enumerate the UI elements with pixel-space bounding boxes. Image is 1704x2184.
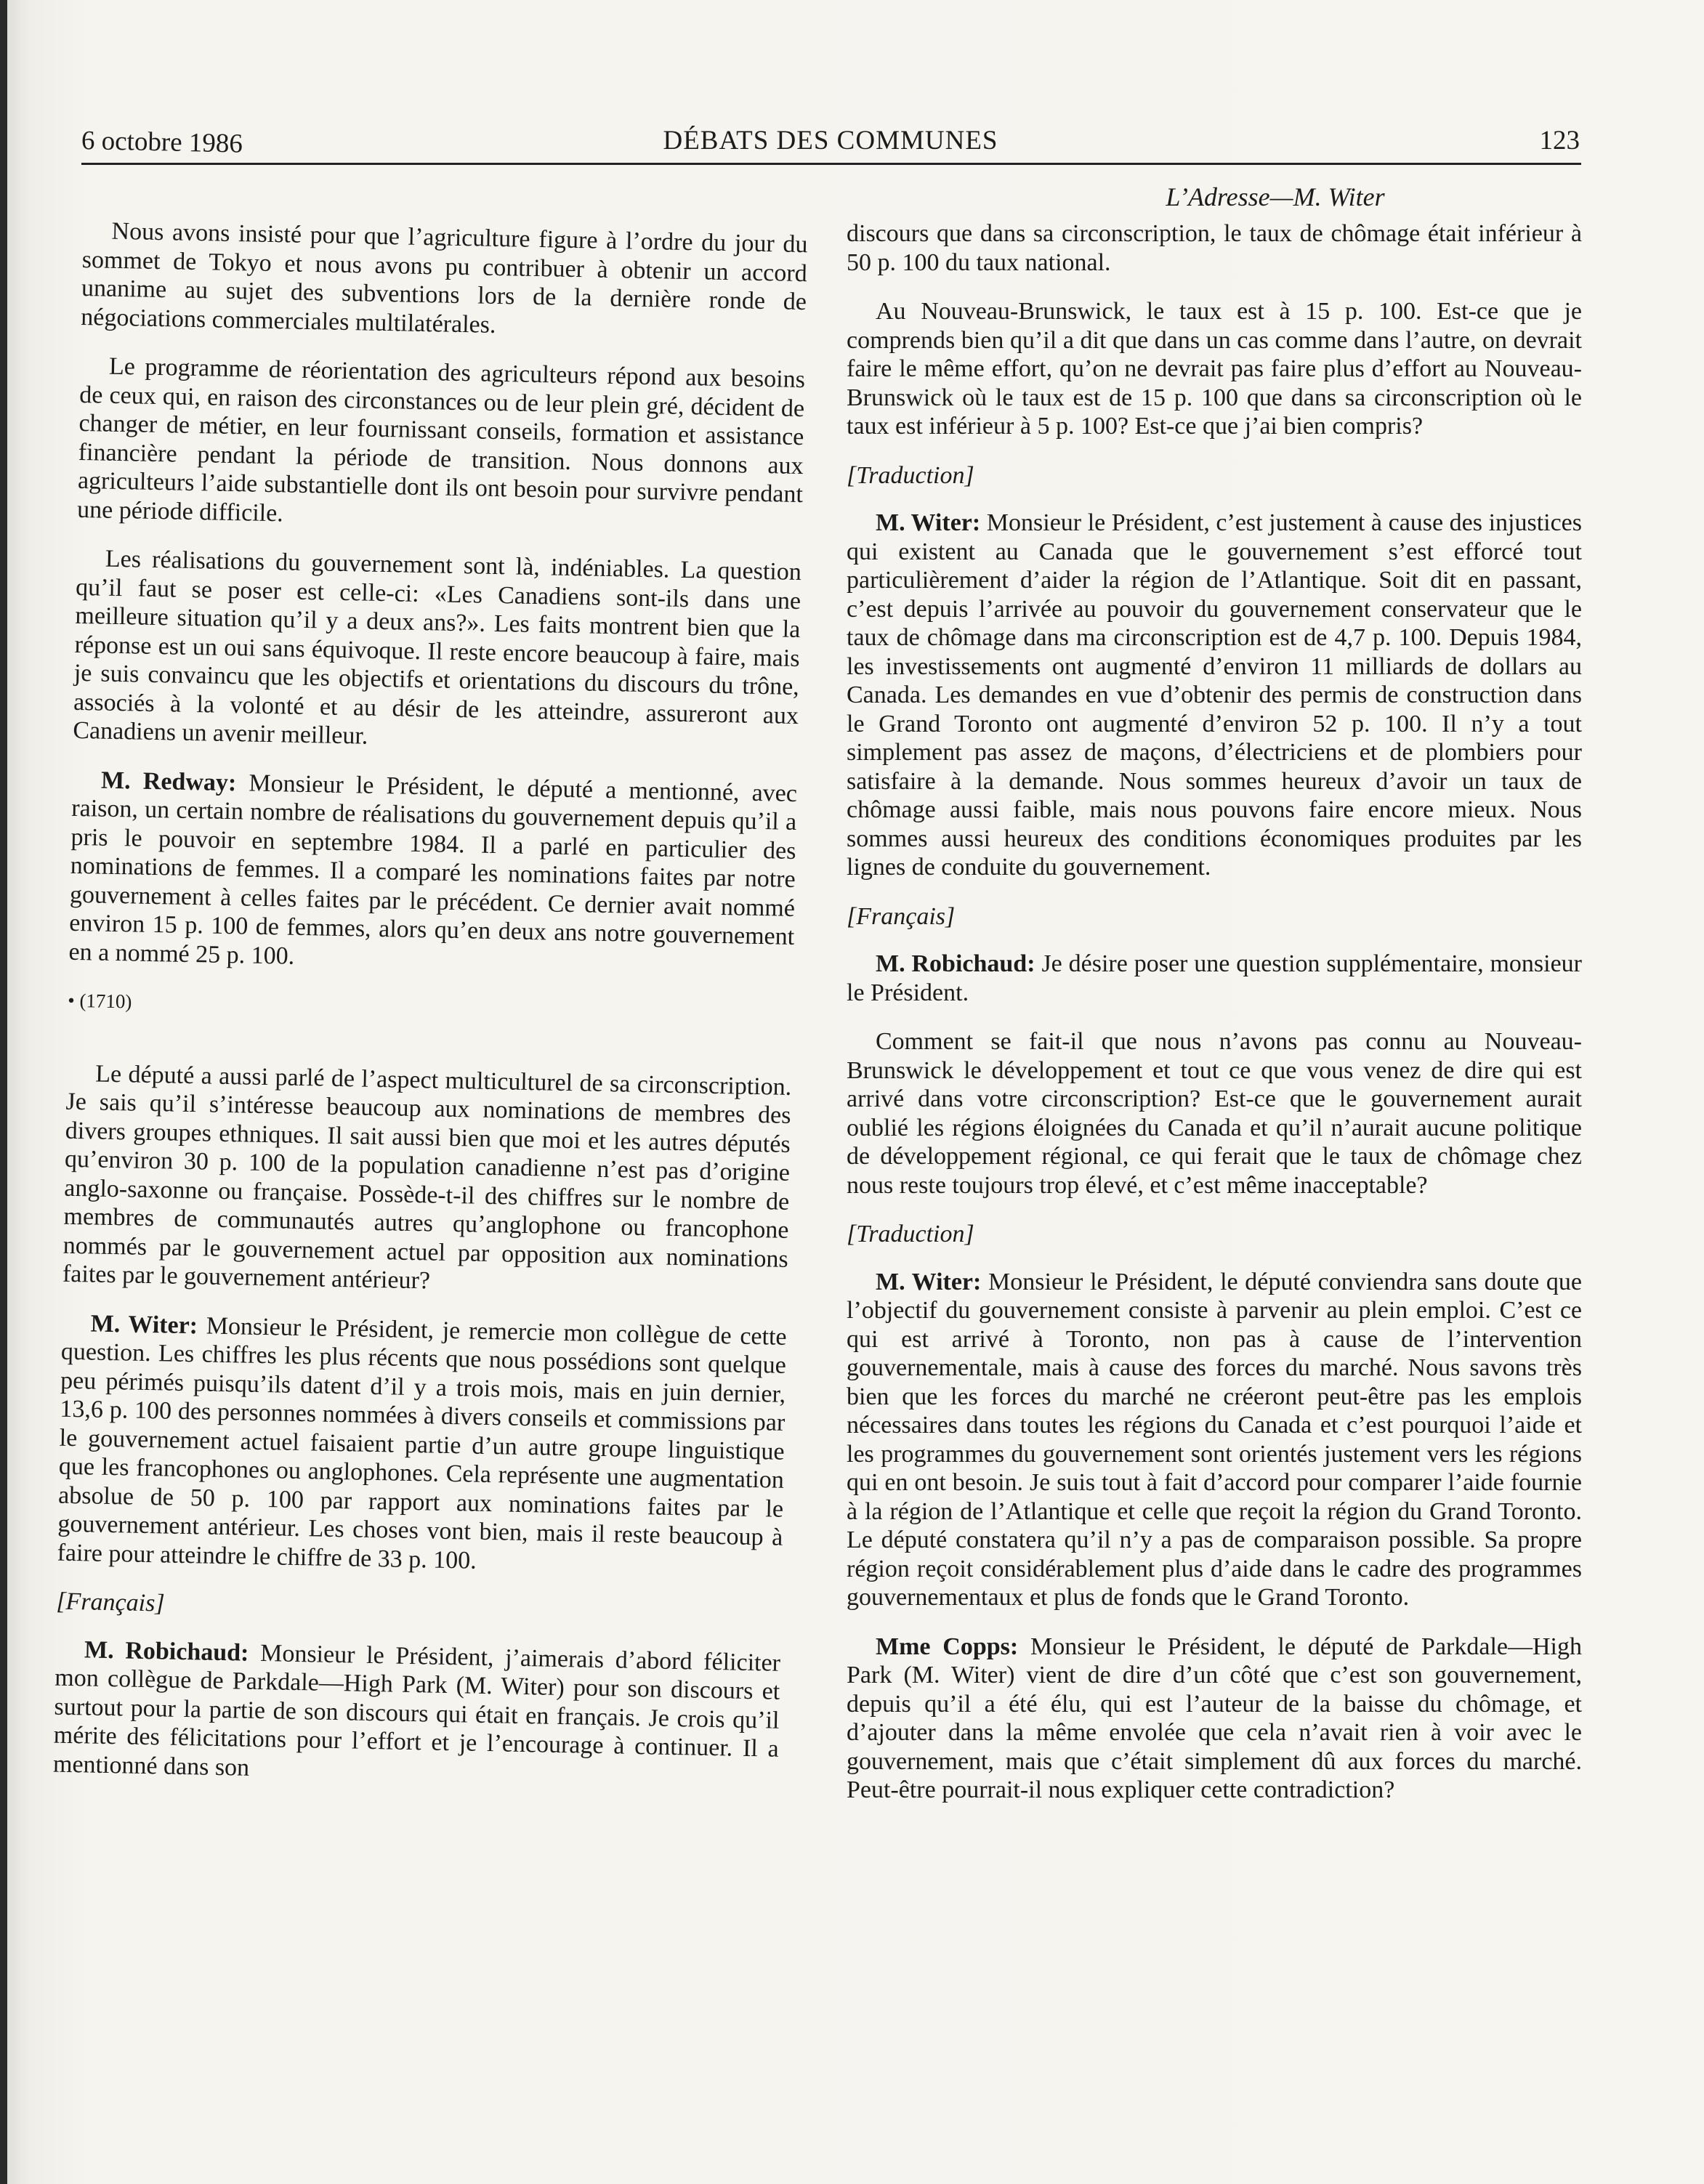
paragraph	[73, 544, 801, 759]
header-date: 6 octobre 1986	[81, 126, 243, 159]
language-tag	[847, 461, 1582, 490]
paragraph-text: Les réalisations du gouvernement sont là, indéniables. La question qu’il faut se poser est celle-ci: «Les Canadiens sont-ils dans une meilleure situation qu’il y a deux ans?». Les faits montrent bien que la réponse est un oui sans équivoque. Il reste encore beaucoup à faire, mais je suis convaincu que les objectifs et orientations du discours du trône, associés à la volonté et au désir de les atteindre, assureront aux Canadiens un avenir meilleur.	[73, 545, 802, 750]
left-column	[52, 217, 808, 1813]
paragraph	[847, 1027, 1582, 1200]
speaker-name: M. Robichaud:	[84, 1635, 249, 1667]
speaker-paragraph	[57, 1309, 787, 1581]
paragraph-text: Le député a aussi parlé de l’aspect multiculturel de sa circonscription. Je sais qu’il s’intéresse beaucoup aux nominations de membres des divers groupes ethniques. Il sait aussi bien que moi et les autres députés qu’environ 30 p. 100 de la population canadienne n’est pas d’origine anglo-saxonne ou française. Possède-t-il des chiffres sur le nombre de membres de communautés autres qu’anglophone ou francophone nommés par le gouvernement actuel par opposition aux nominations faites par le gouvernement antérieur?	[62, 1060, 792, 1295]
paragraph	[62, 1059, 792, 1302]
paragraph	[81, 217, 808, 345]
speaker-name: M. Robichaud:	[876, 950, 1035, 977]
page-header	[81, 122, 1580, 163]
paragraph-text: Nous avons insisté pour que l’agriculture figure à l’ordre du jour du sommet de Tokyo et nous avons pu contribuer à obtenir un accord unanime au sujet des subventions lors de la dernière ronde de négociations commerciales multilatérales.	[80, 217, 808, 339]
binding-edge	[0, 0, 7, 2184]
paragraph-continuation	[847, 219, 1582, 277]
speaker-paragraph	[53, 1635, 781, 1792]
paragraph	[77, 352, 805, 538]
paragraph-text: Monsieur le Président, le député conviendra sans doute que l’objectif du gouvernement consiste à parvenir au plein emploi. C’est ce qui est arrivé à Toronto, non pas à cause de l’intervention gouvernementale, mais à cause des forces du marché. Nous savons très bien que les forces du marché ne créeront peut-être pas les emplois nécessaires dans toutes les régions du Canada et c’est pourquoi l’aide et les programmes du gouvernement sont orientés justement vers les régions qui en ont besoin. Je suis tout à fait d’accord pour comparer l’aide fournie à la région de l’Atlantique et celle que reçoit la région du Grand Toronto. Le député constatera qu’il n’y a pas de comparaison possible. Sa propre région reçoit considérablement plus d’aide dans le cadre des programmes gouvernementaux et plus de fonds que le Grand Toronto.	[847, 1268, 1582, 1611]
header-journal-title: DÉBATS DES COMMUNES	[663, 126, 998, 155]
paragraph-text: Je désire poser une question supplémentaire, monsieur le Président.	[847, 950, 1583, 1006]
paragraph-text: Monsieur le Président, le député a mentionné, avec raison, un certain nombre de réalisations du gouvernement depuis qu’il a pris le pouvoir en septembre 1984. Il a parlé en particulier des nominations de femmes. Il a comparé les nominations faites par notre gouvernement à celles faites par le précédent. Ce dernier avait nommé environ 15 p. 100 de femmes, alors qu’en deux ans notre gouvernement en a nommé 25 p. 100.	[68, 769, 798, 970]
speaker-name: Mme Copps:	[876, 1633, 1019, 1660]
language-tag	[847, 902, 1582, 931]
speaker-name: M. Redway:	[100, 767, 237, 796]
paragraph-text: • (1710)	[67, 989, 132, 1013]
paragraph-text: [Traduction]	[847, 1221, 974, 1247]
header-rule	[81, 163, 1581, 165]
paragraph-text: discours que dans sa circonscription, le taux de chômage était inférieur à 50 p. 100 du taux national.	[847, 220, 1582, 276]
time-marker	[68, 987, 794, 1030]
paragraph	[847, 297, 1582, 441]
paragraph-text: Monsieur le Président, c’est justement à cause des injustices qui existent au Canada que le gouvernement s’est efforcé tout particulièrement d’aider la région de l’Atlantique. Soit dit en passant, c’est depuis l’arrivée au pouvoir du gouvernement conservateur que le taux de chômage dans ma circonscription est de 4,7 p. 100. Depuis 1984, les investissements ont augmenté d’environ 11 milliards de dollars au Canada. Les demandes en vue d’obtenir des permis de construction dans le Grand Toronto ont augmenté d’environ 52 p. 100. Il n’y a tout simplement pas assez de maçons, d’électriciens et de plombiers pour satisfaire à la demande. Nous sommes heureux d’avoir un taux de chômage aussi faible, mais nous pouvons faire encore mieux. Nous sommes aussi heureux des conditions économiques produites par les lignes de conduite du gouvernement.	[847, 509, 1583, 881]
speaker-paragraph	[68, 765, 797, 980]
paragraph-text: [Français]	[56, 1588, 165, 1617]
paragraph-text: [Traduction]	[847, 461, 974, 489]
paragraph-text: Comment se fait-il que nous n’avons pas connu au Nouveau-Brunswick le développement et tout ce que vous venez de dire qui est arrivé dans votre circonscription? Est-ce que le gouvernement aurait oublié les régions éloignées du Canada et qu’il n’aurait aucune politique de développement régional, ce qui ferait que le taux de chômage chez nous reste toujours trop élevé, et c’est même inacceptable?	[847, 1028, 1582, 1199]
language-tag	[847, 1220, 1582, 1249]
running-head: L’Adresse—M. Witer	[1166, 182, 1385, 211]
paragraph-text: [Français]	[847, 902, 956, 930]
speaker-paragraph	[847, 509, 1582, 882]
paragraph-text: Monsieur le Président, j’aimerais d’abord féliciter mon collègue de Parkdale—High Park (M. Witer) pour son discours et surtout pour la partie de son discours qui était en français. Je crois qu’il mérite des félicitations pour l’effort et je l’encourage à continuer. Il a mentionné dans son	[52, 1639, 781, 1781]
speaker-paragraph	[847, 1633, 1582, 1805]
paragraph-text: Monsieur le Président, je remercie mon collègue de cette question. Les chiffres les plus récents que nous possédions sont quelque peu périmés puisqu’ils datent d’il y a trois mois, mais en juin dernier, 13,6 p. 100 des personnes nommées à divers conseils et commissions par le gouvernement actuel faisaient partie d’un autre groupe linguistique que les francophones ou anglophones. Cela représente une augmentation absolue de 50 p. 100 par rapport aux nominations faites par le gouvernement antérieur. Les choses vont bien, mais il reste beaucoup à faire pour atteindre le chiffre de 33 p. 100.	[57, 1311, 787, 1574]
paragraph-text: Monsieur le Président, le député de Parkdale—High Park (M. Witer) vient de dire d’un côté que c’est son gouvernement, depuis qu’il a été élu, qui est l’auteur de la baisse du chômage, et d’ajouter dans la même envolée que cela n’avait rien à voir avec le gouvernement, mais que c’était simplement dû aux forces du marché. Peut-être pourrait-il nous expliquer cette contradiction?	[847, 1633, 1582, 1803]
speaker-paragraph	[847, 1268, 1582, 1612]
speaker-name: M. Witer:	[90, 1309, 198, 1339]
speaker-paragraph	[847, 950, 1582, 1007]
language-tag	[56, 1588, 782, 1630]
right-column	[847, 219, 1582, 1825]
header-page-number: 123	[1539, 126, 1580, 155]
speaker-name: M. Witer:	[876, 1268, 982, 1295]
speaker-name: M. Witer:	[876, 509, 981, 536]
paragraph-text: Au Nouveau-Brunswick, le taux est à 15 p. 100. Est-ce que je comprends bien qu’il a dit que dans un cas comme dans l’autre, on devrait faire le même effort, qu’on ne devrait pas faire plus d’effort au Nouveau-Brunswick où le taux est de 15 p. 100 que dans sa circonscription où le taux est inférieur à 5 p. 100? Est-ce que j’ai bien compris?	[847, 298, 1582, 440]
paragraph-text: Le programme de réorientation des agriculteurs répond aux besoins de ceux qui, en raison des circonstances ou de leur plein gré, décident de changer de métier, en leur fournissant conseils, formation et assistance financière pendant la période de transition. Nous donnons aux agriculteurs l’aide substantielle dont ils ont besoin pour survivre pendant une période difficile.	[76, 352, 806, 527]
